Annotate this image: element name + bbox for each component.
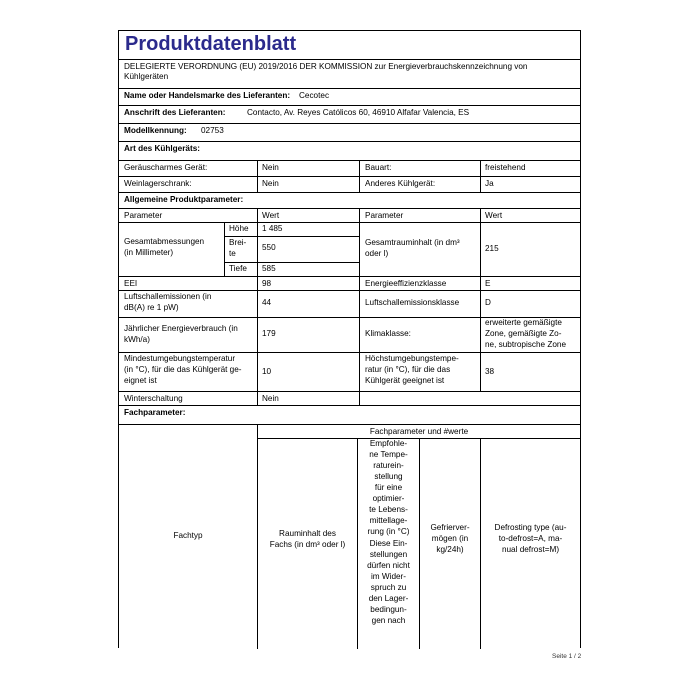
- general-heading: Allgemeine Produktparameter:: [124, 195, 244, 204]
- noise-class-label: Luftschallemissionsklasse: [365, 298, 460, 307]
- climate-value-3: ne, subtropische Zone: [485, 340, 567, 349]
- noise-label-2: dB(A) re 1 pW): [124, 303, 179, 312]
- volume-label-2: oder l): [365, 249, 389, 258]
- freezing-line-2: mögen (in: [431, 534, 469, 543]
- height-label: Höhe: [229, 224, 249, 233]
- depth-label: Tiefe: [229, 264, 247, 273]
- defrost-line-2: to-defrost=A, ma-: [498, 534, 563, 543]
- col-parameter-2: Parameter: [365, 211, 404, 220]
- page-title: Produktdatenblatt: [125, 33, 297, 55]
- page-footer: Seite 1 / 2: [552, 653, 582, 660]
- noise-class-value: D: [485, 298, 491, 307]
- design-type-value: freistehend: [485, 163, 526, 172]
- freezing-line-3: kg/24h): [436, 545, 464, 554]
- temp-line-2: ne Tempe-: [369, 450, 408, 459]
- freezing-line-1: Gefrierver-: [430, 523, 470, 532]
- temp-line-7: te Lebens-: [369, 505, 408, 514]
- noise-value: 44: [262, 298, 272, 307]
- supplier-address-label: Anschrift des Lieferanten:: [124, 108, 226, 117]
- temp-line-12: dürfen nicht: [367, 561, 410, 570]
- col-value-1: Wert: [262, 211, 280, 220]
- noise-label-1: Luftschallemissionen (in: [124, 292, 212, 301]
- energy-value: 179: [262, 329, 276, 338]
- energy-label-2: kWh/a): [124, 335, 150, 344]
- temp-line-8: mittellage-: [369, 516, 408, 525]
- climate-value-2: Zone, gemäßigte Zo-: [485, 329, 562, 338]
- max-temp-value: 38: [485, 367, 495, 376]
- temp-line-11: stellungen: [369, 550, 408, 559]
- temp-line-13: im Wider-: [370, 572, 407, 581]
- col-value-2: Wert: [485, 211, 503, 220]
- temp-line-17: gen nach: [371, 616, 406, 625]
- regulation-line-2: Kühlgeräten: [124, 72, 169, 81]
- temp-line-6: optimier-: [372, 494, 405, 503]
- eei-value: 98: [262, 279, 272, 288]
- design-type-label: Bauart:: [365, 163, 392, 172]
- quiet-appliance-value: Nein: [262, 163, 279, 172]
- supplier-address-value: Contacto, Av. Reyes Católicos 60, 46910 Alfafar Valencia, ES: [247, 108, 470, 117]
- temp-line-9: rung (in °C): [367, 527, 410, 536]
- width-label-2: te: [229, 249, 236, 258]
- compartment-volume-1: Rauminhalt des: [279, 529, 336, 538]
- wine-storage-label: Weinlagerschrank:: [124, 179, 192, 188]
- volume-label-1: Gesamtrauminhalt (in dm³: [365, 238, 460, 247]
- wine-storage-value: Nein: [262, 179, 279, 188]
- winter-label: Winterschaltung: [124, 394, 183, 403]
- compartment-volume-2: Fachs (in dm³ oder l): [269, 540, 346, 549]
- energy-label-1: Jährlicher Energieverbrauch (in: [124, 324, 238, 333]
- defrost-line-3: nual defrost=M): [501, 545, 560, 554]
- supplier-name-value: Cecotec: [299, 91, 330, 100]
- temp-line-5: für eine: [374, 483, 403, 492]
- climate-label: Klimaklasse:: [365, 329, 411, 338]
- col-parameter-1: Parameter: [124, 211, 163, 220]
- temp-line-10: Diese Ein-: [369, 539, 408, 548]
- min-temp-label-2: (in °C), für die das Kühlgerät ge-: [124, 365, 242, 374]
- min-temp-label-3: eignet ist: [124, 376, 157, 385]
- min-temp-label-1: Mindestumgebungstemperatur: [124, 354, 236, 363]
- temp-line-16: bedingun-: [370, 605, 407, 614]
- special-group-header: Fachparameter und #werte: [369, 427, 469, 436]
- max-temp-label-1: Höchstumgebungstempe-: [365, 354, 459, 363]
- regulation-line-1: DELEGIERTE VERORDNUNG (EU) 2019/2016 DER KOMMISSION zur Energieverbrauchskennzeichnung von: [124, 62, 528, 71]
- quiet-appliance-label: Geräuscharmes Gerät:: [124, 163, 208, 172]
- model-value: 02753: [201, 126, 224, 135]
- dimensions-label-1: Gesamtabmessungen: [124, 237, 205, 246]
- fachtyp-label: Fachtyp: [173, 531, 203, 540]
- width-label-1: Brei-: [229, 238, 247, 247]
- temp-line-3: raturein-: [373, 461, 404, 470]
- defrost-line-1: Defrosting type (au-: [494, 523, 567, 532]
- eei-label: EEI: [124, 279, 138, 288]
- eec-label: Energieeffizienzklasse: [365, 279, 447, 288]
- max-temp-label-2: ratur (in °C), für die das: [365, 365, 451, 374]
- temp-line-1: Empfohle-: [369, 439, 408, 448]
- volume-value: 215: [485, 244, 499, 253]
- eec-value: E: [485, 279, 491, 288]
- temp-line-14: spruch zu: [370, 583, 407, 592]
- width-value: 550: [262, 243, 276, 252]
- winter-value: Nein: [262, 394, 279, 403]
- dimensions-label-2: (in Millimeter): [124, 248, 174, 257]
- other-appliance-label: Anderes Kühlgerät:: [365, 179, 436, 188]
- other-appliance-value: Ja: [485, 179, 494, 188]
- climate-value-1: erweiterte gemäßigte: [485, 318, 562, 327]
- height-value: 1 485: [262, 224, 283, 233]
- min-temp-value: 10: [262, 367, 272, 376]
- supplier-name-label: Name oder Handelsmarke des Lieferanten:: [124, 91, 291, 100]
- depth-value: 585: [262, 264, 276, 273]
- model-label: Modellkennung:: [124, 126, 187, 135]
- datasheet-page: [118, 30, 581, 648]
- max-temp-label-3: Kühlgerät geeignet ist: [365, 376, 445, 385]
- special-heading: Fachparameter:: [124, 408, 186, 417]
- temp-line-15: den Lager-: [368, 594, 409, 603]
- temp-line-4: stellung: [374, 472, 403, 481]
- appliance-type-heading: Art des Kühlgeräts:: [124, 144, 200, 153]
